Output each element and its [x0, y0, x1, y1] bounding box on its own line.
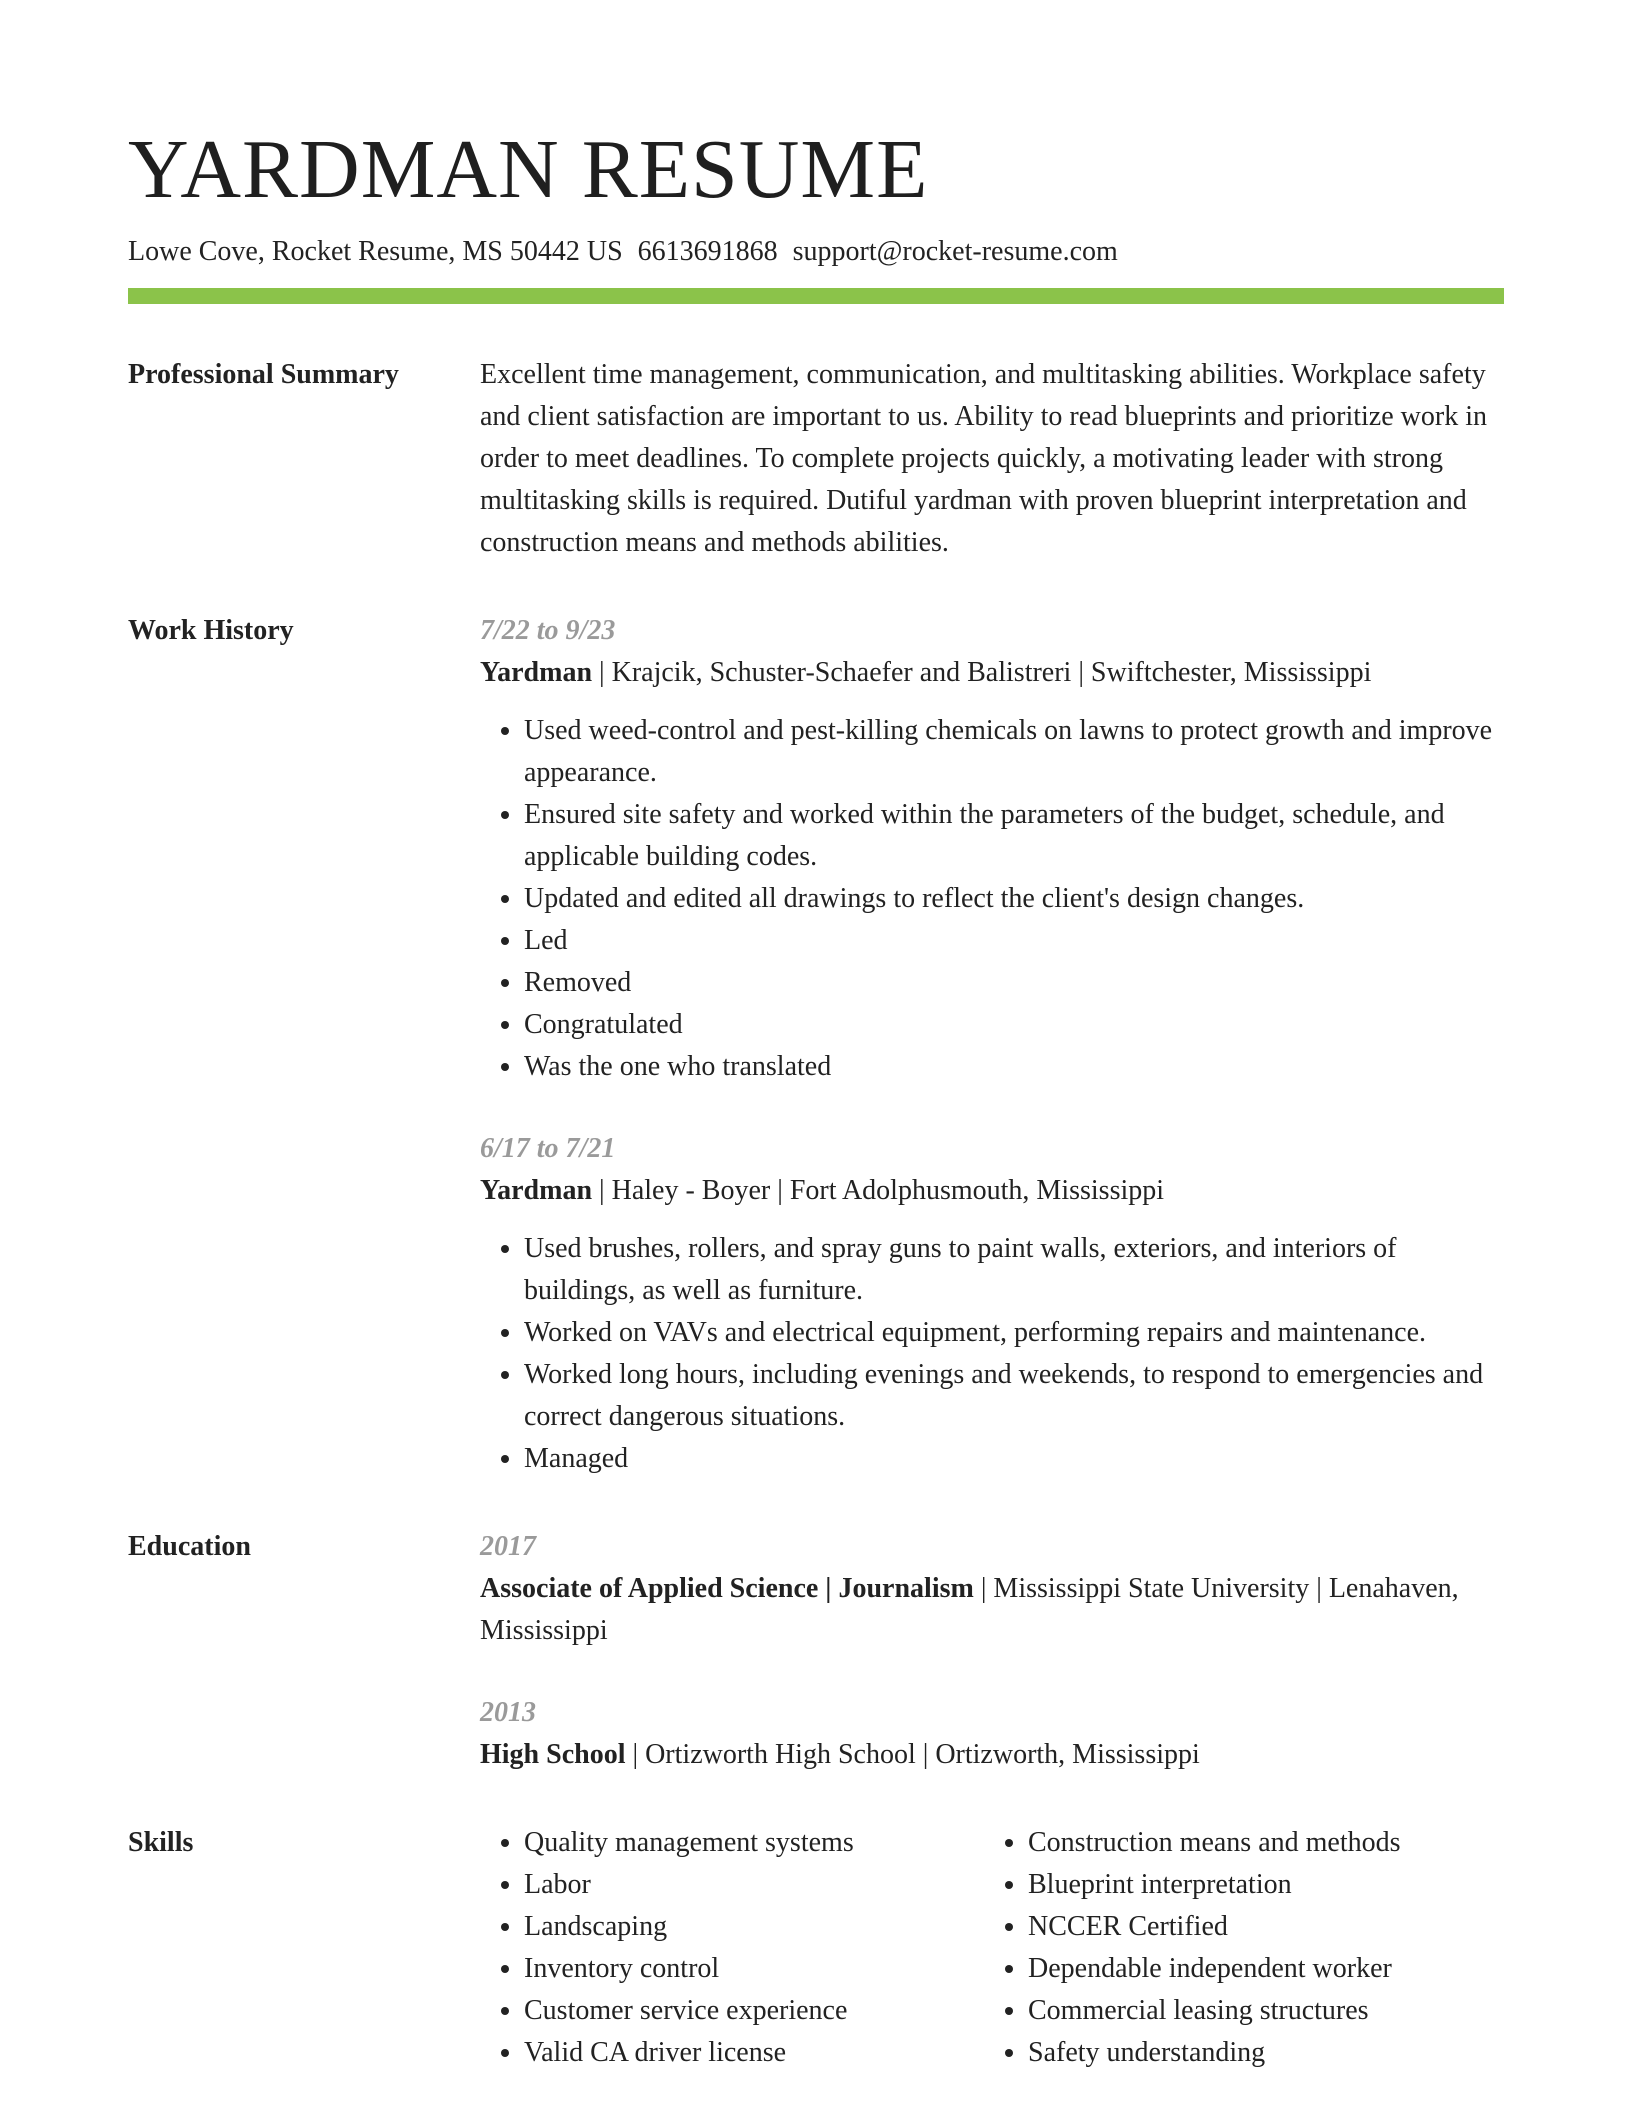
skill-item: • Safety understanding: [1028, 2032, 1488, 2074]
resume-name: YARDMAN RESUME: [128, 123, 929, 216]
job-bullet: • Congratulated: [524, 1004, 1504, 1046]
skills-title: Skills: [128, 1827, 194, 1858]
skills-list-left: [480, 1822, 984, 2074]
job-bullet: • Ensured site safety and worked within the parameters of the budget, schedule, and applicable building codes.: [524, 794, 1504, 878]
education-year: 2017: [480, 1531, 536, 1562]
job-details: | Krajcik, Schuster-Schaefer and Balistreri | Swiftchester, Mississippi: [592, 657, 1372, 688]
skill-item: • NCCER Certified: [1028, 1906, 1488, 1948]
skill-item: • Customer service experience: [524, 1990, 984, 2032]
education-heading: [480, 1734, 1504, 1776]
job-bullet: • Used brushes, rollers, and spray guns to paint walls, exteriors, and interiors of buildings, as well as furniture.: [524, 1228, 1504, 1312]
skill-item: • Dependable independent worker: [1028, 1948, 1488, 1990]
education-body: [480, 1526, 1504, 1776]
education-degree: Associate of Applied Science | Journalism: [480, 1573, 974, 1604]
job-bullet: • Removed: [524, 962, 1504, 1004]
job-details: | Haley - Boyer | Fort Adolphusmouth, Mississippi: [592, 1175, 1165, 1206]
job-entry: [480, 610, 1504, 1088]
job-heading: [480, 652, 1504, 694]
contact-email: support@rocket-resume.com: [792, 236, 1118, 267]
skills-columns: [480, 1822, 1504, 2074]
skills-section: [128, 1822, 1504, 2074]
education-title: Education: [128, 1531, 251, 1562]
skills-list-right: [984, 1822, 1488, 2074]
header-divider: [128, 288, 1504, 304]
contact-phone: 6613691868: [637, 236, 778, 267]
contact-line: [128, 234, 1504, 270]
job-bullet: • Led: [524, 920, 1504, 962]
job-bullets: [480, 710, 1504, 1088]
job-bullet: • Used weed-control and pest-killing chemicals on lawns to protect growth and improve appearance.: [524, 710, 1504, 794]
skill-item: • Construction means and methods: [1028, 1822, 1488, 1864]
skill-item: • Quality management systems: [524, 1822, 984, 1864]
job-bullet: • Worked on VAVs and electrical equipment, performing repairs and maintenance.: [524, 1312, 1504, 1354]
skills-body: [480, 1822, 1504, 2074]
education-details: | Ortizworth High School | Ortizworth, Mississippi: [625, 1739, 1200, 1770]
skill-item: • Inventory control: [524, 1948, 984, 1990]
job-dates: 6/17 to 7/21: [480, 1133, 616, 1164]
contact-address: Lowe Cove, Rocket Resume, MS 50442 US: [128, 236, 623, 267]
education-degree: High School: [480, 1739, 626, 1770]
education-year: 2013: [480, 1697, 536, 1728]
job-bullet: • Was the one who translated: [524, 1046, 1504, 1088]
job-bullet: • Worked long hours, including evenings and weekends, to respond to emergencies and correct dangerous situations.: [524, 1354, 1504, 1438]
education-heading: [480, 1568, 1504, 1652]
resume-page: [128, 120, 1504, 2074]
skill-item: • Labor: [524, 1864, 984, 1906]
skill-item: • Landscaping: [524, 1906, 984, 1948]
work-history-body: [480, 610, 1504, 1480]
job-bullet: • Managed: [524, 1438, 1504, 1480]
job-heading: [480, 1170, 1504, 1212]
work-history-title: Work History: [128, 615, 294, 646]
job-role: Yardman: [480, 657, 593, 688]
education-section: [128, 1526, 1504, 1776]
education-entry: [480, 1692, 1504, 1776]
job-bullets: [480, 1228, 1504, 1480]
job-role: Yardman: [480, 1175, 593, 1206]
summary-section: [128, 354, 1504, 564]
summary-title: Professional Summary: [128, 359, 399, 390]
summary-body: [480, 354, 1504, 564]
skill-item: • Commercial leasing structures: [1028, 1990, 1488, 2032]
job-bullet: • Updated and edited all drawings to reflect the client's design changes.: [524, 878, 1504, 920]
work-history-section: [128, 610, 1504, 1480]
summary-text: Excellent time management, communication, and multitasking abilities. Workplace safety and client satisfaction are important to us. Ability to read blueprints and prioritize work in order to meet deadlines. To complete projects quickly, a motivating leader with strong multitasking skills is required. Dutiful yardman with proven blueprint interpretation and construction means and methods abilities.: [480, 359, 1487, 558]
education-entry: [480, 1526, 1504, 1652]
job-entry: [480, 1128, 1504, 1480]
education-details: | Mississippi State University | Lenahaven, Mississippi: [480, 1573, 1459, 1646]
skill-item: • Blueprint interpretation: [1028, 1864, 1488, 1906]
skill-item: • Valid CA driver license: [524, 2032, 984, 2074]
job-dates: 7/22 to 9/23: [480, 615, 616, 646]
